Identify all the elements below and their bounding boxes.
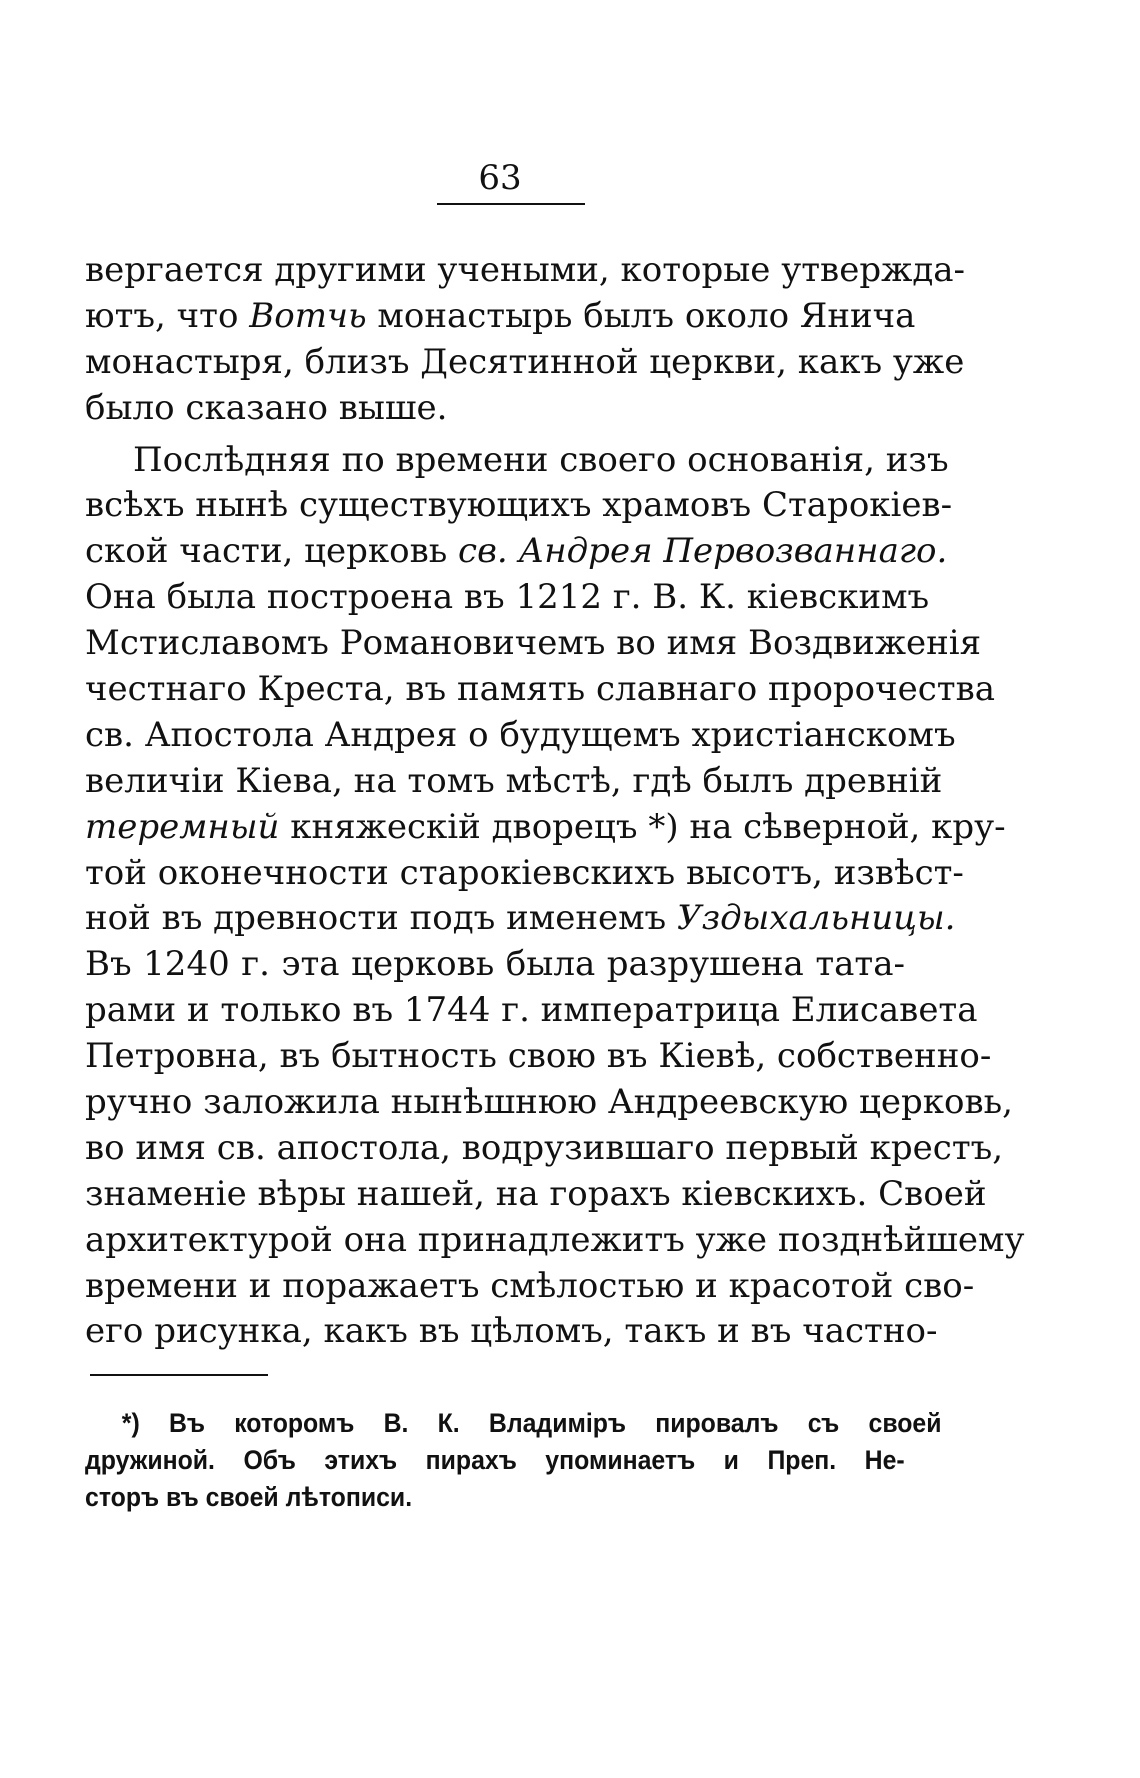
- text-line: было сказано выше.: [85, 387, 448, 428]
- footnote-line: *) Въ которомъ В. К. Владиміръ пировалъ съ своей: [121, 1408, 942, 1438]
- text-line: ютъ, что Вотчь монастырь былъ около Янича: [85, 295, 916, 336]
- text-line: Петровна, въ бытность свою въ Кіевѣ, собственно-: [85, 1036, 992, 1077]
- text-line: Въ 1240 г. эта церковь была разрушена тата-: [85, 944, 905, 985]
- text-line: времени и поражаетъ смѣлостью и красотой сво-: [85, 1265, 975, 1306]
- text-line: Послѣдняя по времени своего основанія, изъ: [133, 439, 949, 480]
- text-line: монастыря, близъ Десятинной церкви, какъ уже: [85, 341, 965, 382]
- text-line: той оконечности старокіевскихъ высотъ, извѣст-: [85, 852, 964, 893]
- footnote: [85, 1405, 942, 1516]
- text-line: вергается другими учеными, которые утвержда-: [85, 250, 966, 290]
- text-line: рами и только въ 1744 г. императрица Елисавета: [85, 990, 978, 1031]
- header-rule: [437, 203, 585, 205]
- text-line: Она была построена въ 1212 г. В. К. кіевскимъ: [85, 577, 930, 618]
- paragraph: [85, 248, 966, 432]
- text-line: во имя св. апостола, водрузившаго первый крестъ,: [85, 1127, 1004, 1168]
- text-line: теремный княжескій дворецъ *) на сѣверной, кру-: [85, 806, 1006, 847]
- text-line: знаменіе вѣры нашей, на горахъ кіевскихъ. Своей: [85, 1173, 987, 1214]
- page-number: 63: [478, 158, 522, 198]
- text-line: честнаго Креста, въ память славнаго пророчества: [85, 669, 996, 710]
- text-line: величіи Кіева, на томъ мѣстѣ, гдѣ былъ древній: [85, 760, 943, 801]
- text-line: архитектурой она принадлежитъ уже позднѣйшему: [85, 1219, 1025, 1260]
- body-text: [85, 248, 1025, 1355]
- text-line: всѣхъ нынѣ существующихъ храмовъ Старокіев-: [85, 485, 953, 526]
- footnote-line: дружиной. Объ этихъ пирахъ упоминаетъ и Преп. Не-: [85, 1445, 905, 1475]
- text-line: ской части, церковь св. Андрея Первозваннаго.: [85, 531, 948, 572]
- text-line: ручно заложила нынѣшнюю Андреевскую церковь,: [85, 1082, 1013, 1123]
- text-line: его рисунка, какъ въ цѣломъ, такъ и въ частно-: [85, 1311, 938, 1352]
- text-line: ной въ древности подъ именемъ Уздыхальницы.: [85, 898, 956, 939]
- footnote-line: сторъ въ своей лѣтописи.: [85, 1482, 413, 1512]
- text-line: св. Апостола Андрея о будущемъ христіанскомъ: [85, 714, 956, 755]
- footnote-rule: [90, 1374, 268, 1376]
- paragraph: [85, 438, 1025, 1356]
- text-line: Мстиславомъ Романовичемъ во имя Воздвиженія: [85, 623, 982, 664]
